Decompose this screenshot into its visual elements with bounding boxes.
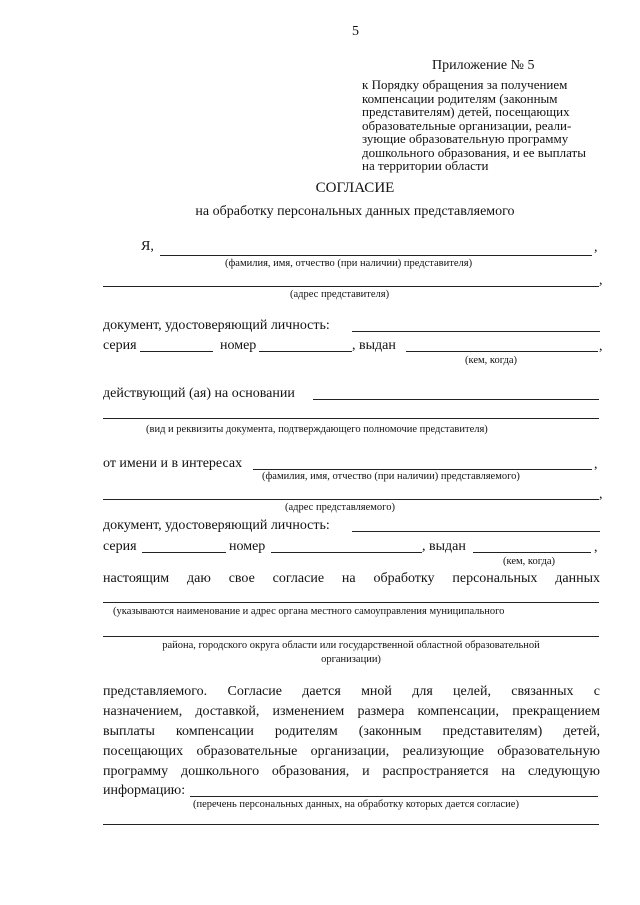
represented-address-field[interactable] xyxy=(103,499,599,500)
representative-series-field[interactable] xyxy=(140,351,213,352)
organization-hint-1: (указываются наименование и адрес органа местного самоуправления муниципального xyxy=(113,606,505,617)
document-title: СОГЛАСИЕ xyxy=(315,180,395,196)
comma: , xyxy=(594,240,598,255)
representative-number-label: номер xyxy=(220,338,257,353)
representative-series-label: серия xyxy=(103,338,137,353)
basis-hint: (вид и реквизиты документа, подтверждающего полномочие представителя) xyxy=(146,424,488,435)
consent-paragraph-line: представляемого. Согласие дается мной для целей, связанных с xyxy=(103,684,600,699)
info-hint: (перечень персональных данных, на обработку которых дается согласие) xyxy=(193,799,519,810)
organization-hint-2: района, городского округа области или государственной областной образовательной xyxy=(162,640,540,651)
appendix-title: Приложение № 5 xyxy=(432,58,535,73)
page-number: 5 xyxy=(352,24,359,39)
represented-doc-label: документ, удостоверяющий личность: xyxy=(103,518,330,533)
appendix-line: к Порядку обращения за получением xyxy=(362,77,568,92)
appendix-line: образовательные организации, реали- xyxy=(362,117,572,133)
basis-field[interactable] xyxy=(313,399,599,400)
represented-number-field[interactable] xyxy=(271,552,422,553)
consent-paragraph-line: назначением, доставкой, изменением размера компенсации, прекращением xyxy=(103,704,600,719)
info-field[interactable] xyxy=(190,796,598,797)
appendix-reference xyxy=(362,78,612,173)
represented-series-field[interactable] xyxy=(142,552,226,553)
consent-paragraph-line: выплаты компенсации родителям (законным представителям) детей, xyxy=(103,724,600,739)
represented-number-label: номер xyxy=(229,539,266,554)
representative-issued-hint: (кем, когда) xyxy=(465,355,517,366)
organization-hint-3: организации) xyxy=(321,654,381,665)
appendix-line: дошкольного образования, и ее выплаты xyxy=(362,144,586,160)
appendix-line: зующие образовательную программу xyxy=(362,131,569,146)
represented-address-hint: (адрес представляемого) xyxy=(285,502,395,513)
comma: , xyxy=(594,540,598,555)
organization-field-2[interactable] xyxy=(103,636,599,637)
basis-field-2[interactable] xyxy=(103,418,599,419)
comma: , xyxy=(594,457,598,472)
represented-issued-label: , выдан xyxy=(422,539,466,554)
represented-series-label: серия xyxy=(103,539,137,554)
representative-address-field[interactable] xyxy=(103,286,599,287)
consent-statement: настоящим даю свое согласие на обработку персональных данных xyxy=(103,571,600,586)
document-subtitle: на обработку персональных данных представляемого xyxy=(195,204,515,219)
represented-name-field[interactable] xyxy=(253,469,592,470)
comma: , xyxy=(599,487,603,502)
ya-prefix: Я, xyxy=(141,239,154,254)
consent-paragraph-line: программу дошкольного образования, и распространяется на следующую xyxy=(103,764,600,779)
comma: , xyxy=(599,339,603,354)
behalf-label: от имени и в интересах xyxy=(103,456,243,471)
appendix-line: на территории области xyxy=(362,158,489,173)
appendix-line: представителям) детей, посещающих xyxy=(362,104,570,119)
represented-name-hint: (фамилия, имя, отчество (при наличии) представляемого) xyxy=(262,471,520,482)
represented-issued-hint: (кем, когда) xyxy=(503,556,555,567)
representative-address-hint: (адрес представителя) xyxy=(290,289,390,300)
represented-issued-field[interactable] xyxy=(473,552,591,553)
representative-name-field[interactable] xyxy=(160,255,592,256)
info-field-2[interactable] xyxy=(103,824,599,825)
appendix-line: компенсации родителям (законным xyxy=(362,90,558,106)
comma: , xyxy=(599,273,603,288)
representative-doc-label: документ, удостоверяющий личность: xyxy=(103,318,330,333)
representative-issued-field[interactable] xyxy=(406,351,598,352)
representative-number-field[interactable] xyxy=(259,351,352,352)
consent-paragraph-line: посещающих образовательные организации, реализующие образовательную xyxy=(103,744,600,759)
basis-label: действующий (ая) на основании xyxy=(103,386,295,401)
organization-field[interactable] xyxy=(103,602,599,603)
info-label: информацию: xyxy=(103,783,186,798)
representative-issued-label: , выдан xyxy=(352,338,396,353)
representative-name-hint: (фамилия, имя, отчество (при наличии) представителя) xyxy=(225,258,473,269)
represented-doc-field[interactable] xyxy=(352,531,600,532)
representative-doc-field[interactable] xyxy=(352,331,600,332)
